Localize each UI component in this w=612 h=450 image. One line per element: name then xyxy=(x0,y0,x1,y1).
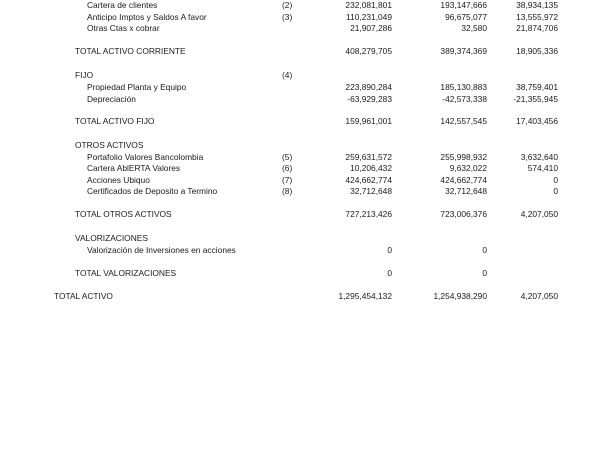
value-col1: 223,890,284 xyxy=(345,82,392,92)
total-row xyxy=(0,116,612,127)
row-label: TOTAL VALORIZACIONES xyxy=(75,268,177,278)
total-row xyxy=(0,268,612,279)
value-col1: 727,213,426 xyxy=(345,209,392,219)
value-col3: -21,355,945 xyxy=(513,94,558,104)
value-col3: 18,905,336 xyxy=(516,46,558,56)
table-row xyxy=(0,186,612,197)
value-col3: 21,874,706 xyxy=(516,23,558,33)
value-col2: 96,675,077 xyxy=(445,12,487,22)
table-row xyxy=(0,23,612,34)
value-col2: 389,374,369 xyxy=(440,46,487,56)
section-label: OTROS ACTIVOS xyxy=(75,140,144,150)
value-col2: 9,632,022 xyxy=(449,163,487,173)
value-col1: 1,295,454,132 xyxy=(338,291,392,301)
value-col1: 259,631,572 xyxy=(345,152,392,162)
row-note: (8) xyxy=(282,186,293,196)
section-label: VALORIZACIONES xyxy=(75,233,148,243)
row-note: (6) xyxy=(282,163,293,173)
value-col2: -42,573,338 xyxy=(442,94,487,104)
row-label: Propiedad Planta y Equipo xyxy=(87,82,187,92)
value-col3: 0 xyxy=(553,175,558,185)
value-col3: 0 xyxy=(553,186,558,196)
value-col1: 159,961,001 xyxy=(345,116,392,126)
value-col3: 4,207,050 xyxy=(520,209,558,219)
section-header xyxy=(0,70,612,81)
row-label: Acciones Ubiquo xyxy=(87,175,150,185)
value-col1: 10,206,432 xyxy=(350,163,392,173)
value-col1: 32,712,648 xyxy=(350,186,392,196)
row-note: (4) xyxy=(282,70,293,80)
row-label: Certificados de Deposito a Termino xyxy=(87,186,218,196)
value-col1: 0 xyxy=(387,268,392,278)
row-label: TOTAL ACTIVO xyxy=(54,291,113,301)
row-label: TOTAL ACTIVO CORRIENTE xyxy=(75,46,186,56)
value-col2: 0 xyxy=(482,245,487,255)
value-col3: 3,632,640 xyxy=(520,152,558,162)
row-note: (3) xyxy=(282,12,293,22)
row-label: TOTAL OTROS ACTIVOS xyxy=(75,209,172,219)
value-col3: 38,934,135 xyxy=(516,0,558,10)
grand-total-row xyxy=(0,291,612,302)
row-note: (5) xyxy=(282,152,293,162)
value-col1: 21,907,286 xyxy=(350,23,392,33)
section-header xyxy=(0,140,612,151)
row-label: Depreciación xyxy=(87,94,136,104)
table-row xyxy=(0,82,612,93)
value-col3: 13,555,972 xyxy=(516,12,558,22)
table-row xyxy=(0,175,612,186)
value-col2: 723,006,376 xyxy=(440,209,487,219)
row-label: Cartera de clientes xyxy=(87,0,158,10)
row-note: (7) xyxy=(282,175,293,185)
value-col2: 0 xyxy=(482,268,487,278)
value-col2: 424,662,774 xyxy=(440,175,487,185)
row-label: Portafolio Valores Bancolombia xyxy=(87,152,204,162)
value-col1: -63,929,283 xyxy=(347,94,392,104)
value-col3: 17,403,456 xyxy=(516,116,558,126)
value-col3: 4,207,050 xyxy=(520,291,558,301)
value-col1: 110,231,049 xyxy=(346,12,392,22)
value-col1: 232,081,801 xyxy=(345,0,392,10)
row-label: Valorización de Inversiones en acciones xyxy=(87,245,236,255)
value-col1: 424,662,774 xyxy=(345,175,392,185)
row-label: Anticipo Imptos y Saldos A favor xyxy=(87,12,207,22)
value-col2: 142,557,545 xyxy=(440,116,487,126)
table-row xyxy=(0,0,612,11)
total-row xyxy=(0,209,612,220)
table-row xyxy=(0,245,612,256)
table-row xyxy=(0,12,612,23)
value-col3: 38,759,401 xyxy=(516,82,558,92)
row-note: (2) xyxy=(282,0,293,10)
row-label: TOTAL ACTIVO FIJO xyxy=(75,116,155,126)
section-label: FIJO xyxy=(75,70,94,80)
value-col2: 32,712,648 xyxy=(445,186,487,196)
value-col3: 574,410 xyxy=(527,163,558,173)
section-header xyxy=(0,233,612,244)
value-col1: 0 xyxy=(387,245,392,255)
value-col1: 408,279,705 xyxy=(345,46,392,56)
total-row xyxy=(0,46,612,57)
table-row xyxy=(0,163,612,174)
row-label: Cartera AblERTA Valores xyxy=(87,163,181,173)
value-col2: 185,130,883 xyxy=(440,82,487,92)
table-row xyxy=(0,152,612,163)
table-row xyxy=(0,94,612,105)
value-col2: 32,580 xyxy=(461,23,487,33)
value-col2: 1,254,938,290 xyxy=(433,291,487,301)
row-label: Otras Ctas x cobrar xyxy=(87,23,160,33)
value-col2: 255,998,932 xyxy=(440,152,487,162)
value-col2: 193,147,666 xyxy=(440,0,487,10)
